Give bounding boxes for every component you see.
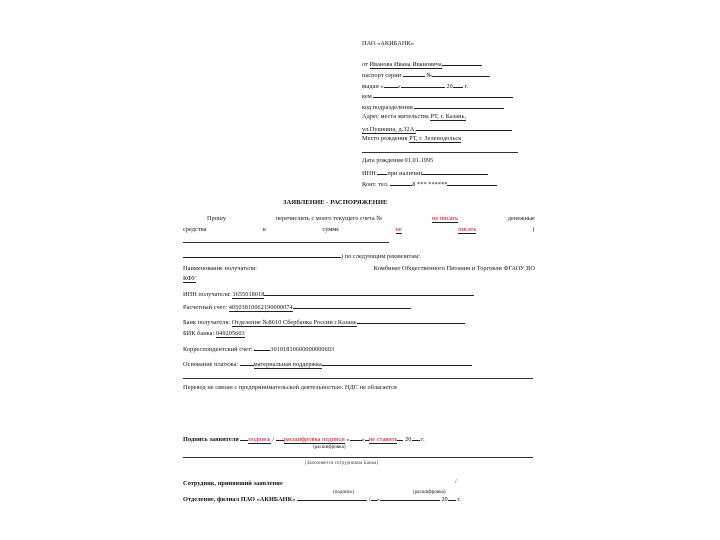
details-line: ) по следующим реквизитам: — [183, 251, 420, 261]
address-line-2: ул.Пушкина, д.32А, — [362, 124, 512, 134]
recipient-bank-line: Банк получателя: Отделение №8610 Сбербанка России г.Казань — [183, 317, 465, 327]
inn-line: ИНН при наличии — [362, 168, 488, 178]
issued-line: выдан « » 20 г. — [362, 83, 469, 90]
payment-basis-line: Основание платежа: материальная поддержка — [183, 359, 472, 369]
birthplace-line: Место рождения РТ, г. Зеленодольск — [362, 135, 462, 142]
corr-account-line: Корреспондентский счет: 30101810600000000603 — [183, 346, 335, 353]
from-line: от Иванова Ивана Ивановича — [362, 59, 482, 69]
passport-line: паспорт серии № — [362, 70, 490, 80]
settlement-account-line: Расчетный счет: 40503810062190000074 — [183, 302, 411, 312]
recipient-inn-line: ИНН получателя: 1655018018 — [183, 289, 474, 299]
request-line-2: средства в сумме не писать ( — [183, 226, 535, 233]
employee-line: Сотрудник, принявший заявление — [183, 480, 283, 487]
contact-phone-line: Конт. тел. 8 *** ****** — [362, 179, 497, 189]
applicant-signature-line: Подпись заявителя подпись / расшифровка подписи « » не ставить 20 г. — [183, 436, 425, 443]
request-line-1: Прошу перечислить с моего текущего счета № не писать денежные — [207, 215, 535, 222]
employee-slash: / — [455, 478, 457, 485]
bank-section-caption: (Заполняется сотрудником Банка) — [305, 461, 379, 466]
branch-line: Отделение, филиал ПАО «АКИБАНК» / « 20 г. — [183, 496, 461, 503]
address-line-1: Адрес места жительства РТ, г. Казань, — [362, 113, 467, 120]
bank-name: ПАО «АКИБАНК» — [362, 40, 414, 47]
by-whom-line: кем — [362, 91, 513, 101]
unit-code-line: код подразделения — [362, 102, 504, 112]
decode-caption-2: (расшифровка) — [413, 490, 446, 495]
not-business-note: Перевод не связан с предпринимательской деятельностью. НДС не облагается — [183, 384, 397, 391]
document-title: ЗАЯВЛЕНИЕ - РАСПОРЯЖЕНИЕ — [283, 199, 388, 206]
bik-line: БИК банка: 049205603 — [183, 330, 245, 337]
birthdate-line: Дата рождения 01.01.1995 — [362, 157, 434, 164]
decode-caption: (расшифровка) — [313, 445, 346, 450]
recipient-name-line-2: КФУ — [183, 275, 197, 282]
signature-caption: (подпись) — [333, 490, 355, 495]
recipient-name-line: Наименование получателя: Комбинат Общественного Питания и Торговли ФГАОУ ВО — [183, 265, 535, 272]
